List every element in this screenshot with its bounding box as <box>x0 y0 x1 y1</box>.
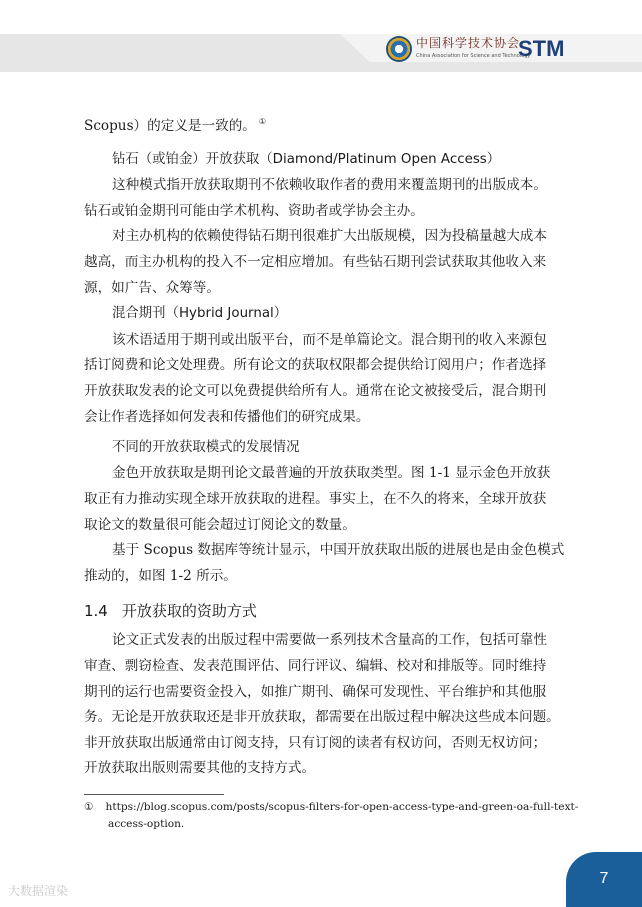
paragraph-line: 这种模式指开放获取期刊不依赖收取作者的费用来覆盖期刊的出版成本。 <box>112 177 547 193</box>
paragraph-line: 取正有力推动实现全球开放获取的进程。事实上，在不久的将来，全球开放获 <box>84 491 547 507</box>
paragraph-line: 务。无论是开放获取还是非开放获取，都需要在出版过程中解决这些成本问题。 <box>84 709 560 725</box>
hybrid-journal-heading: 混合期刊（Hybrid Journal） <box>112 306 288 321</box>
paragraph-line: 金色开放获取是期刊论文最普遍的开放获取类型。图 1-1 显示金色开放获 <box>112 465 551 481</box>
cast-emblem-icon <box>386 36 412 62</box>
footnote-reference: ① <box>258 117 267 126</box>
diamond-oa-heading: 钻石（或铂金）开放获取（Diamond/Platinum Open Access） <box>112 152 501 167</box>
paragraph-line: 推动的，如图 1-2 所示。 <box>84 568 237 584</box>
paragraph-line: 对主办机构的依赖使得钻石期刊很难扩大出版规模，因为投稿量越大成本 <box>112 228 547 244</box>
oa-development-heading: 不同的开放获取模式的发展情况 <box>112 440 300 455</box>
paragraph-line: 审查、剽窃检查、发表范围评估、同行评议、编辑、校对和排版等。同时维持 <box>84 658 547 674</box>
watermark <box>8 882 68 899</box>
paragraph-line: 会让作者选择如何发表和传播他们的研究成果。 <box>84 409 370 425</box>
paragraph-line: 基于 Scopus 数据库等统计显示，中国开放获取出版的进展也是由金色模式 <box>112 542 565 558</box>
paragraph-line <box>84 109 266 139</box>
section-title: 开放获取的资助方式 <box>121 602 257 620</box>
footnote-divider <box>84 794 224 795</box>
footnote-url-continuation[interactable]: access-option. <box>108 818 185 830</box>
paragraph-line: 论文正式发表的出版过程中需要做一系列技术含量高的工作，包括可靠性 <box>112 632 547 648</box>
footnote-marker: ① <box>84 801 94 813</box>
page-number: 7 <box>599 870 609 887</box>
footnote-line <box>84 799 578 816</box>
paragraph-line: 括订阅费和论文处理费。所有论文的获取权限都会提供给订阅用户；作者选择 <box>84 357 547 373</box>
page-number-tab <box>566 852 642 907</box>
paragraph-line: 取论文的数量很可能会超过订阅论文的数量。 <box>84 517 356 533</box>
paragraph-line: 钻石或铂金期刊可能由学术机构、资助者或学协会主办。 <box>84 203 424 219</box>
section-number: 1.4 <box>84 602 108 620</box>
stm-logo: STM <box>518 36 565 61</box>
paragraph-line: 非开放获取出版通常由订阅支持，只有订阅的读者有权访问，否则无权访问； <box>84 735 547 751</box>
paragraph-line: 开放获取发表的论文可以免费提供给所有人。通常在论文被接受后，混合期刊 <box>84 383 547 399</box>
cast-english-name: China Association for Science and Technology <box>416 53 531 59</box>
footnote-url[interactable]: https://blog.scopus.com/posts/scopus-filters-for-open-access-type-and-green-oa-full-text- <box>105 801 579 813</box>
page-header <box>0 0 642 80</box>
section-heading <box>84 598 257 624</box>
paragraph-line: 源，如广告、众筹等。 <box>84 280 220 296</box>
paragraph-line: 开放获取出版则需要其他的支持方式。 <box>84 760 316 776</box>
paragraph-line: 该术语适用于期刊或出版平台，而不是单篇论文。混合期刊的收入来源包 <box>112 332 547 348</box>
text-span: Scopus）的定义是一致的。 <box>84 118 256 134</box>
paragraph-line: 期刊的运行也需要资金投入，如推广期刊、确保可发现性、平台维护和其他服 <box>84 684 547 700</box>
cast-chinese-name: 中国科学技术协会 <box>416 36 521 50</box>
watermark-text: 大数据渲染 <box>8 884 69 898</box>
paragraph-line: 越高，而主办机构的投入不一定相应增加。有些钻石期刊尝试获取其他收入来 <box>84 254 547 270</box>
cast-logo <box>386 33 531 65</box>
